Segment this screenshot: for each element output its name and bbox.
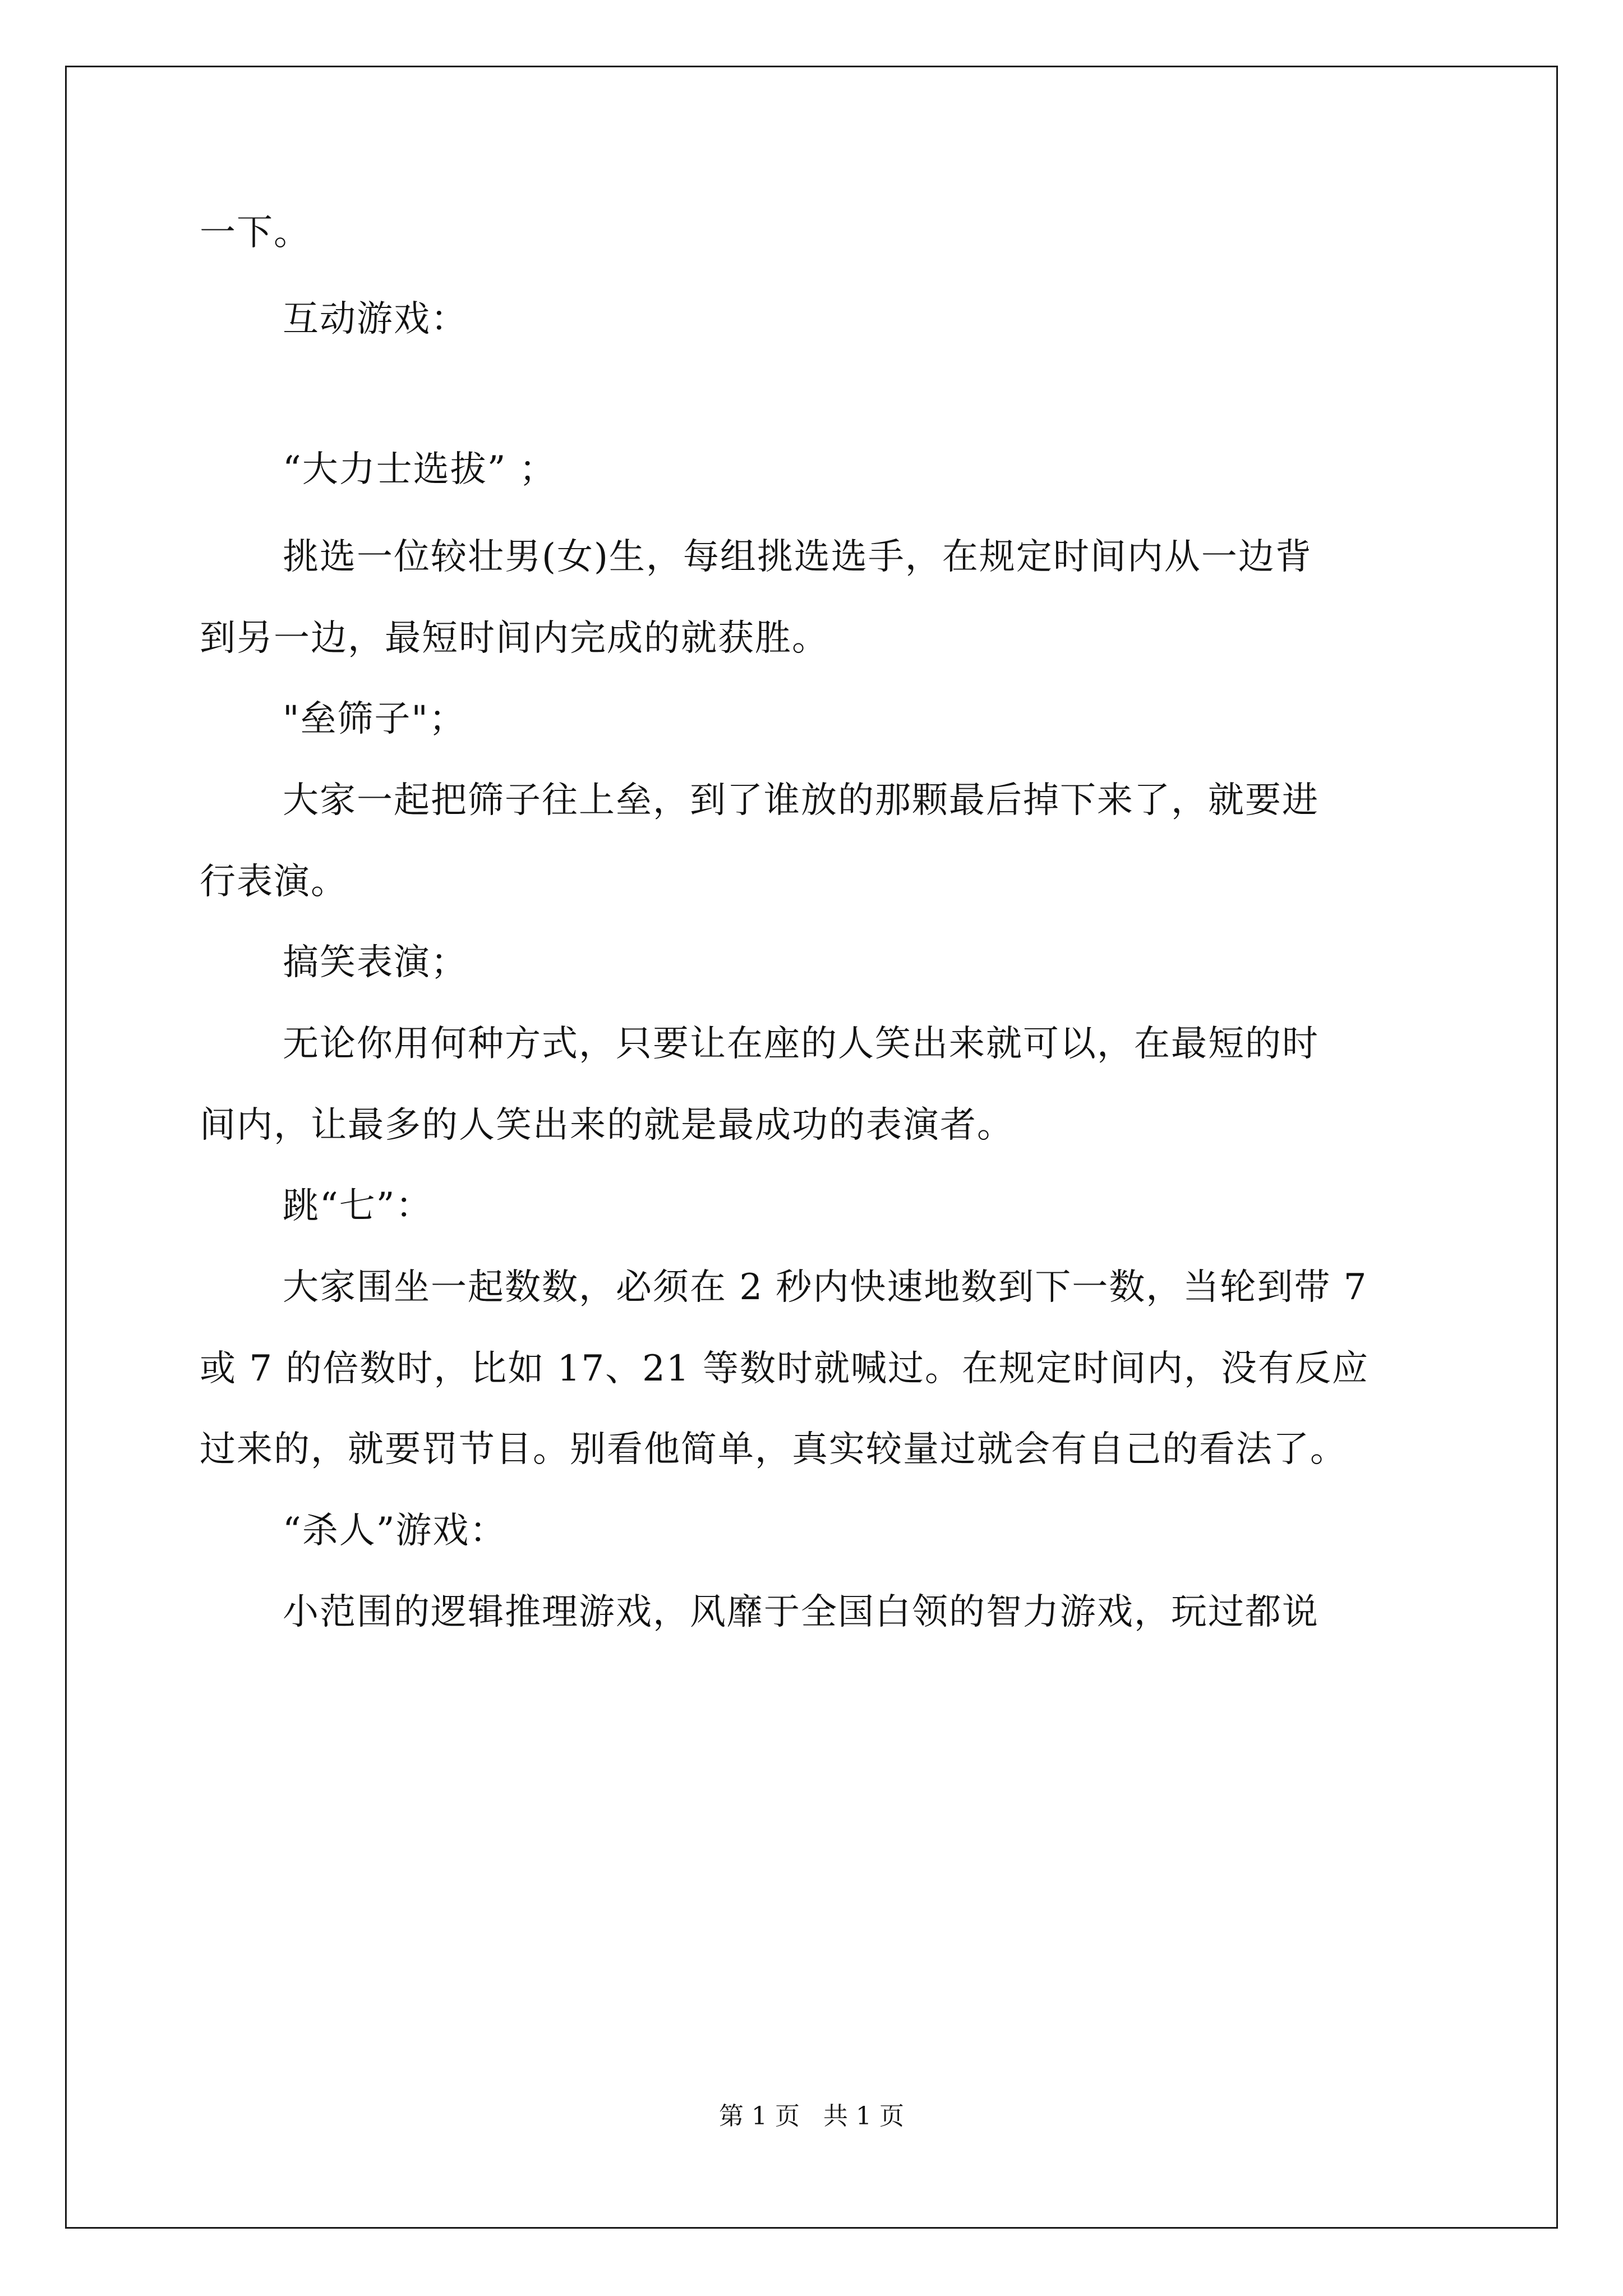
text-line: 过来的，就要罚节目。别看他简单，真实较量过就会有自己的看法了。 [200, 1429, 1347, 1470]
text-line: 或 7 的倍数时，比如 17、21 等数时就喊过。在规定时间内，没有反应 [200, 1348, 1369, 1389]
text-line: 搞笑表演； [283, 942, 468, 983]
text-line: 无论你用何种方式，只要让在座的人笑出来就可以，在最短的时 [283, 1023, 1319, 1065]
text-line: 行表演。 [200, 861, 348, 903]
text-line: 大家围坐一起数数，必须在 2 秒内快速地数到下一数，当轮到带 7 [283, 1267, 1368, 1308]
text-line: 大家一起把筛子往上垒，到了谁放的那颗最后掉下来了，就要进 [283, 780, 1319, 821]
text-line: 到另一边，最短时间内完成的就获胜。 [200, 618, 829, 659]
text-line: “杀人”游戏： [283, 1510, 507, 1552]
page-footer: 第 1 页 共 1 页 [719, 2102, 904, 2131]
text-line: 挑选一位较壮男(女)生，每组挑选选手，在规定时间内从一边背 [283, 536, 1312, 578]
text-line: 小范围的逻辑推理游戏，风靡于全国白领的智力游戏，玩过都说 [283, 1591, 1319, 1633]
text-line: 跳“七”： [283, 1185, 433, 1227]
text-line: 互动游戏： [283, 298, 468, 340]
text-line: "垒筛子"； [283, 698, 466, 740]
text-line: 间内，让最多的人笑出来的就是最成功的表演者。 [200, 1105, 1014, 1146]
text-line: “大力士选拔” ； [283, 449, 556, 490]
text-line: 一下。 [200, 212, 311, 254]
